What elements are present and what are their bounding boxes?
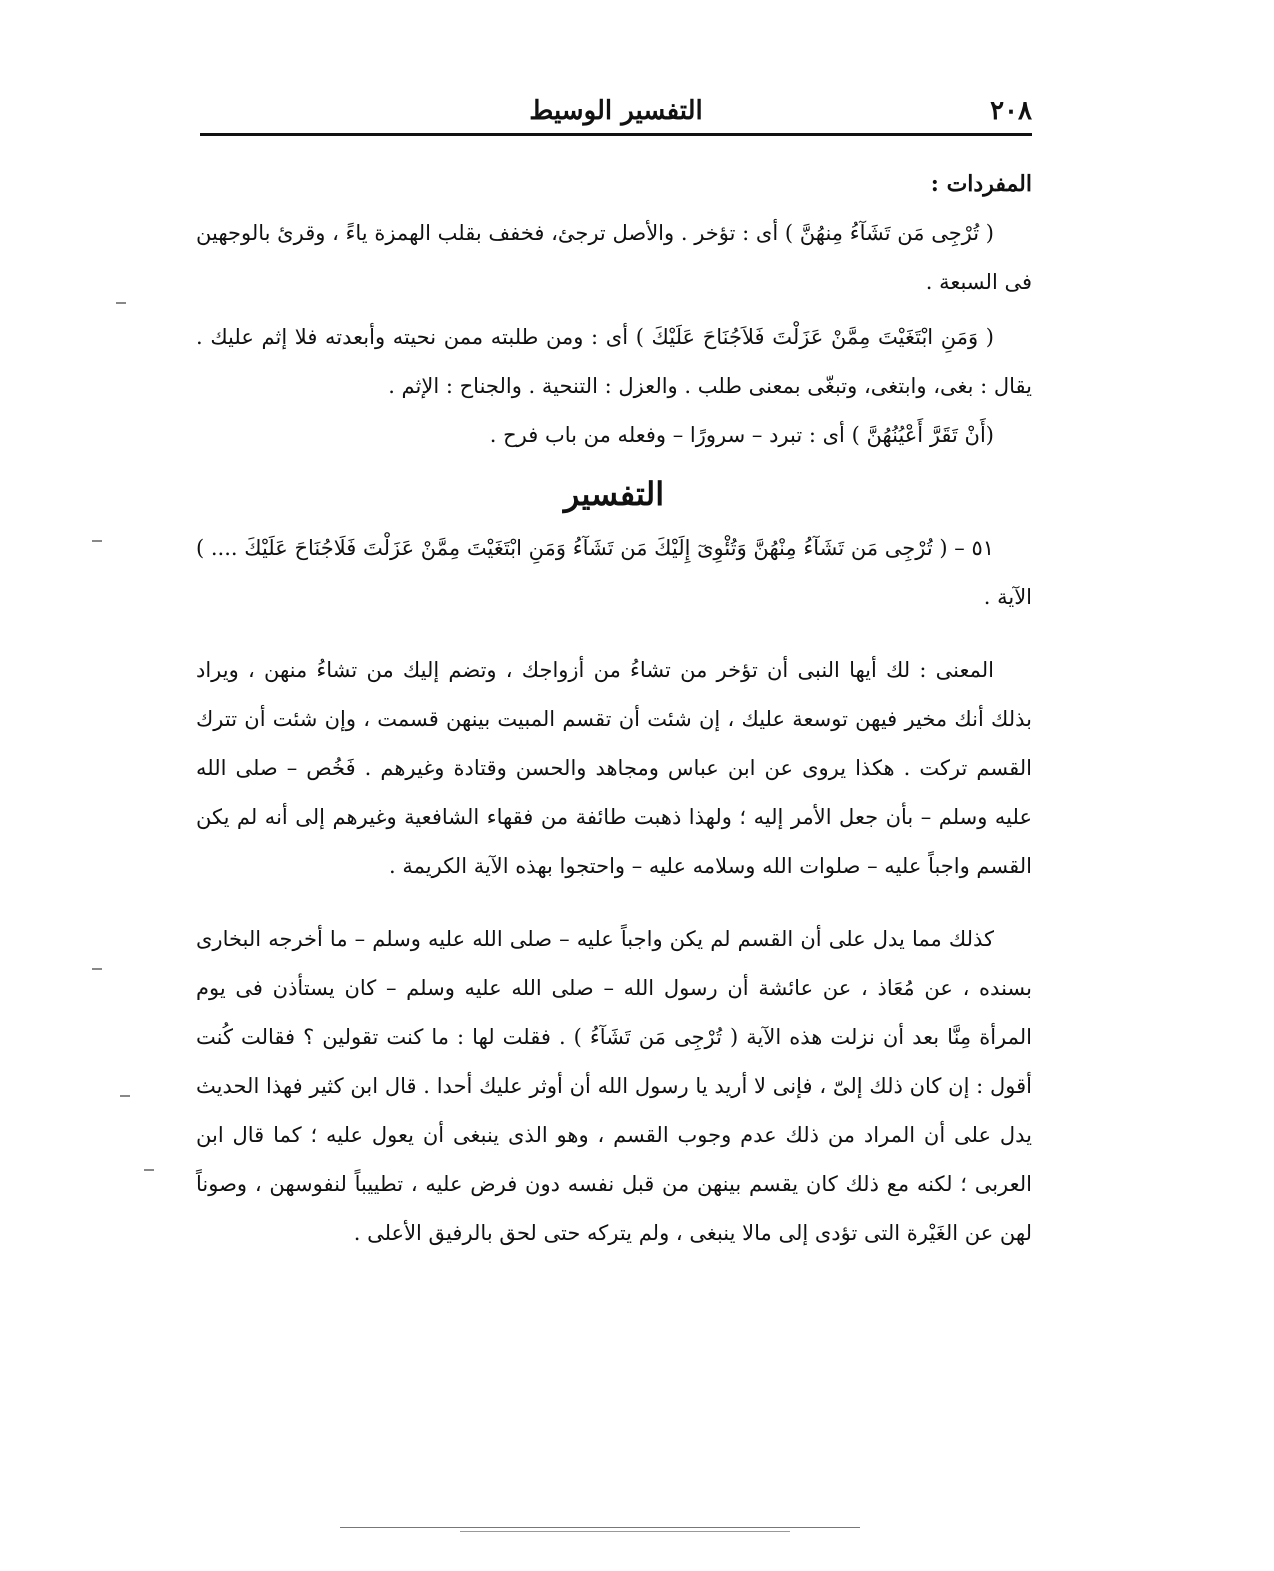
scan-margin-mark — [116, 302, 126, 304]
tafsir-paragraph-2: كذلك مما يدل على أن القسم لم يكن واجباً عليه – صلى الله عليه وسلم – ما أخرجه البخارى بسنده ، عن مُعَاذ ، عن عائشة أن رسول الله – صلى الله عليه وسلم – كان يستأذن فى يوم المرأة مِنَّا بعد أن نزلت هذه الآية ( تُرْجِى مَن تَشَآءُ ) . فقلت لها : ما كنت تقولين ؟ فقالت كُنت أقول : إن كان ذلك إلىّ ، فإنى لا أريد يا رسول الله أن أوثر عليك أحدا . قال ابن كثير فهذا الحديث يدل على أن المراد من ذلك عدم وجوب القسم ، وهو الذى ينبغى أن يعول عليه ؛ كما قال ابن العربى ؛ لكنه مع ذلك كان يقسم بينهن من قبل نفسه دون فرض عليه ، تطييباً لنفوسهن ، وصوناً لهن عن الغَيْرة التى تؤدى إلى مالا ينبغى ، ولم يتركه حتى لحق بالرفيق الأعلى . — [196, 927, 1032, 1245]
bottom-rule — [340, 1527, 860, 1528]
page-body — [196, 160, 1032, 1258]
header-rule — [200, 133, 1032, 136]
bottom-rule-secondary — [460, 1531, 790, 1532]
tafsir-paragraph-1: المعنى : لك أيها النبى أن تؤخر من تشاءُ من أزواجك ، وتضم إليك من تشاءُ منهن ، ويراد بذلك أنك مخير فيهن توسعة عليك ، إن شئت أن تقسم المبيت بينهن قسمت ، وإن شئت أن تترك القسم تركت . هكذا يروى عن ابن عباس ومجاهد والحسن وقتادة وغيرهم . فَخُص – صلى الله عليه وسلم – بأن جعل الأمر إليه ؛ ولهذا ذهبت طائفة من فقهاء الشافعية وغيرهم إلى أنه لم يكن القسم واجباً عليه – صلوات الله وسلامه عليه – واحتجوا بهذه الآية الكريمة . — [196, 658, 1032, 878]
scan-margin-mark — [144, 1169, 154, 1171]
verse-51: ٥١ – ( تُرْجِى مَن تَشَآءُ مِنْهُنَّ وَتُئْوِىٓ إِلَيْكَ مَن تَشَآءُ وَمَنِ ابْتَغَيْتَ مِمَّنْ عَزَلْتَ فَلَاجُنَاحَ عَلَيْكَ .... ) الآية . — [196, 536, 1032, 609]
scan-margin-mark — [120, 1095, 130, 1097]
scan-margin-mark — [92, 540, 102, 542]
page-header — [200, 92, 1032, 132]
tafsir-heading: التفسير — [563, 475, 665, 513]
running-title: التفسير الوسيط — [529, 96, 703, 126]
vocabulary-entry-1: ( تُرْجِى مَن تَشَآءُ مِنهُنَّ ) أى : تؤخر . والأصل ترجئ، فخفف بقلب الهمزة ياءً ، وقرئ بالوجهين فى السبعة . — [196, 221, 1032, 294]
vocabulary-label: المفردات : — [930, 171, 1032, 197]
vocabulary-entry-3: (أَنْ تَقَرَّ أَعْيُنُهُنَّ ) أى : تبرد – سرورًا – وفعله من باب فرح . — [489, 423, 994, 447]
vocabulary-entry-2: ( وَمَنِ ابْتَغَيْتَ مِمَّنْ عَزَلْتَ فَلاَجُنَاحَ عَلَيْكَ ) أى : ومن طلبته ممن نحيته وأبعدته فلا إثم عليك . يقال : بغى، وابتغى، وتبغّى بمعنى طلب . والعزل : التنحية . والجناح : الإثم . — [196, 325, 1032, 398]
page-number: ٢٠٨ — [990, 96, 1032, 126]
scan-margin-mark — [92, 968, 102, 970]
